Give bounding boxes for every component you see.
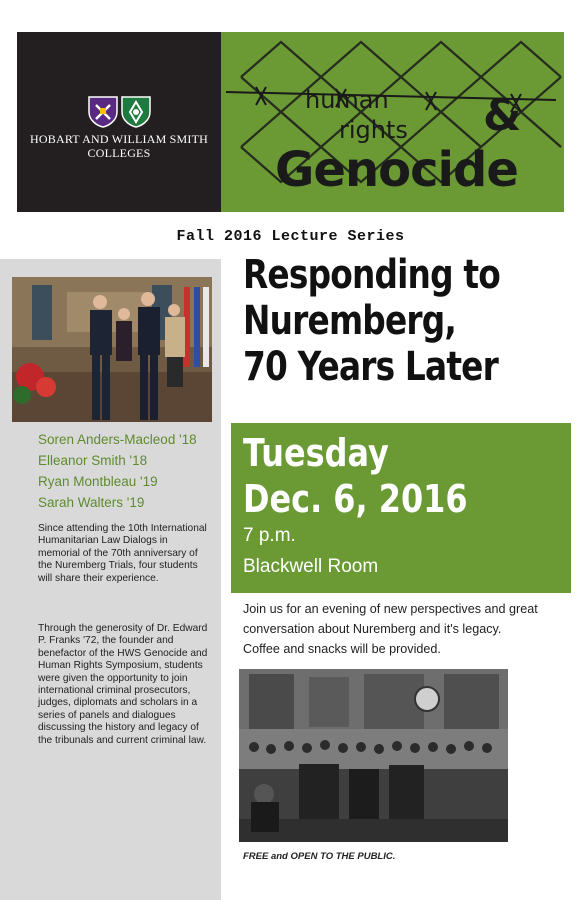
logo-ampersand: & [483, 90, 522, 141]
event-location: Blackwell Room [243, 556, 379, 577]
event-title [243, 252, 505, 390]
event-date-box [231, 423, 571, 593]
student-name: Sarah Walters '19 [38, 495, 145, 510]
logo-genocide: Genocide [275, 142, 518, 198]
lecture-series-label: Fall 2016 Lecture Series [176, 228, 405, 245]
hobart-crest-icon [88, 96, 118, 128]
title-line2: Nuremberg, [243, 298, 457, 344]
event-time: 7 p.m. [243, 525, 296, 546]
title-line3: 70 Years Later [243, 344, 498, 390]
invite-text [243, 599, 563, 659]
human-rights-genocide-logo [221, 32, 564, 212]
sidebar-paragraph-generosity: Through the generosity of Dr. Edward P. Franks '72, the founder and benefactor of the HWS Genocide and Human Rights Symposium, students were given the opportunity to join international criminal prosecutors, judges, diplomats and scholars in a series of panels and dialogues discussing the history and legacy of the tribunals and current criminal law. [38, 623, 208, 746]
student-name: Elleanor Smith '18 [38, 453, 148, 468]
william-smith-crest-icon [121, 96, 151, 128]
college-name-line1: HOBART AND WILLIAM SMITH [30, 132, 208, 146]
college-banner [17, 32, 221, 212]
logo-rights: rights [339, 116, 408, 144]
college-name-line2: COLLEGES [87, 146, 151, 160]
sidebar-paragraph-experience: Since attending the 10th International Humanitarian Law Dialogs in memorial of the 70th anniversary of the Nuremberg Trials, four students will share their experience. [38, 523, 207, 584]
invite-line2: conversation about Nuremberg and it's legacy. [243, 622, 502, 636]
student-name: Soren Anders-Macleod '18 [38, 432, 197, 447]
logo-human: human [305, 86, 389, 114]
students-photo [12, 277, 212, 422]
title-line1: Responding to [243, 252, 500, 298]
invite-line1: Join us for an evening of new perspectives and great [243, 602, 538, 616]
event-day: Tuesday [243, 431, 389, 475]
nuremberg-trial-photo [239, 669, 508, 842]
student-name: Ryan Montbleau '19 [38, 474, 158, 489]
invite-line3: Coffee and snacks will be provided. [243, 642, 441, 656]
admission-note: FREE and OPEN TO THE PUBLIC. [243, 851, 396, 862]
event-date: Dec. 6, 2016 [243, 477, 468, 521]
